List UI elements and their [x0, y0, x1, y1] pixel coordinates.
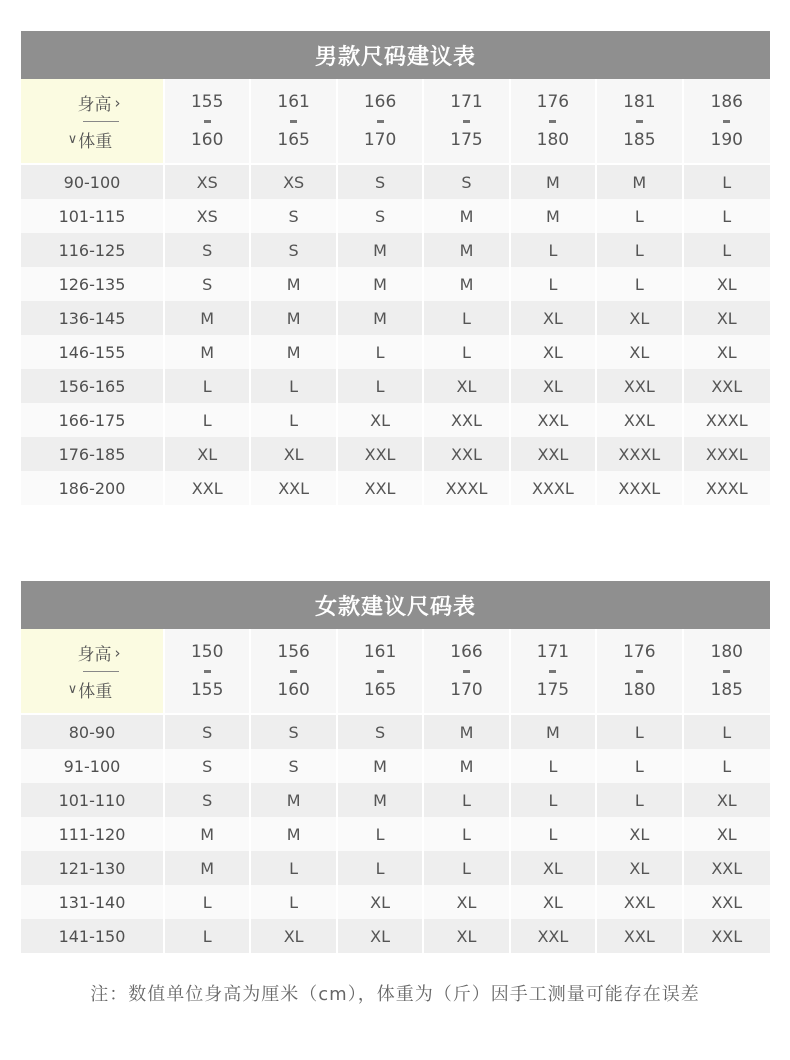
weight-range-cell: 131-140: [21, 885, 165, 919]
size-cell: XL: [597, 851, 683, 885]
table-row: [21, 749, 770, 783]
size-cell: L: [684, 715, 770, 749]
size-cell: XXL: [165, 471, 251, 505]
size-cell: XXL: [511, 919, 597, 953]
weight-range-cell: 156-165: [21, 369, 165, 403]
height-max: 170: [450, 679, 483, 700]
size-cell: S: [338, 165, 424, 199]
table-row: [21, 165, 770, 199]
size-cell: L: [338, 369, 424, 403]
size-cell: M: [338, 267, 424, 301]
height-min: 186: [710, 91, 743, 112]
size-cell: XL: [424, 369, 510, 403]
size-cell: M: [424, 267, 510, 301]
size-cell: L: [511, 267, 597, 301]
weight-range-cell: 121-130: [21, 851, 165, 885]
weight-range-cell: 166-175: [21, 403, 165, 437]
table-row: [21, 437, 770, 471]
size-cell: S: [165, 783, 251, 817]
size-cell: M: [338, 749, 424, 783]
women-size-table: [21, 629, 770, 953]
height-min: 161: [363, 641, 397, 662]
height-range-header: [424, 79, 510, 165]
weight-range-cell: 101-110: [21, 783, 165, 817]
size-cell: XL: [338, 403, 424, 437]
height-max: 180: [623, 679, 656, 700]
range-dash: [636, 120, 643, 123]
size-cell: L: [165, 919, 251, 953]
size-cell: L: [511, 749, 597, 783]
size-cell: M: [424, 199, 510, 233]
size-cell: L: [251, 885, 337, 919]
range-dash: [463, 670, 470, 673]
size-cell: XXL: [684, 919, 770, 953]
size-cell: S: [251, 715, 337, 749]
weight-axis-label: 体重: [78, 132, 113, 152]
height-min: 171: [450, 91, 483, 112]
weight-axis-label: 体重: [78, 682, 113, 702]
table-row: [21, 267, 770, 301]
range-dash: [723, 670, 730, 673]
size-cell: XXL: [424, 403, 510, 437]
size-cell: L: [684, 199, 770, 233]
size-cell: XL: [338, 919, 424, 953]
height-max: 165: [363, 679, 397, 700]
height-range-header: [597, 629, 683, 715]
size-cell: XXXL: [597, 437, 683, 471]
men-chart-title: 男款尺码建议表: [21, 31, 770, 79]
size-cell: L: [251, 403, 337, 437]
table-row: [21, 199, 770, 233]
height-range-header: [165, 79, 251, 165]
height-min: 181: [623, 91, 656, 112]
size-cell: L: [511, 233, 597, 267]
height-range-header: [338, 629, 424, 715]
header-row: [21, 629, 770, 715]
size-cell: XL: [597, 335, 683, 369]
range-dash: [723, 120, 730, 123]
height-max: 160: [190, 129, 224, 150]
size-cell: XXL: [684, 369, 770, 403]
size-cell: L: [338, 335, 424, 369]
height-min: 171: [536, 641, 570, 662]
size-cell: XS: [165, 199, 251, 233]
height-max: 175: [450, 129, 483, 150]
size-cell: M: [251, 817, 337, 851]
size-cell: L: [511, 783, 597, 817]
size-cell: XL: [424, 885, 510, 919]
size-cell: S: [165, 233, 251, 267]
range-dash: [290, 670, 297, 673]
height-range-header: [597, 79, 683, 165]
size-cell: L: [424, 783, 510, 817]
table-row: [21, 301, 770, 335]
size-cell: L: [684, 233, 770, 267]
size-cell: XXL: [597, 369, 683, 403]
size-cell: XXL: [251, 471, 337, 505]
height-min: 176: [623, 641, 656, 662]
size-cell: S: [338, 715, 424, 749]
size-cell: L: [684, 165, 770, 199]
size-cell: S: [165, 715, 251, 749]
size-cell: L: [597, 715, 683, 749]
size-cell: XS: [251, 165, 337, 199]
height-axis-label: 身高: [77, 95, 112, 115]
range-dash: [204, 120, 211, 123]
corner-cell: [21, 79, 165, 165]
size-cell: L: [597, 783, 683, 817]
size-cell: M: [165, 335, 251, 369]
size-cell: M: [424, 233, 510, 267]
size-cell: L: [424, 301, 510, 335]
table-row: [21, 919, 770, 953]
table-row: [21, 783, 770, 817]
size-cell: S: [251, 749, 337, 783]
table-row: [21, 369, 770, 403]
size-cell: XL: [684, 301, 770, 335]
height-range-header: [424, 629, 510, 715]
height-max: 175: [536, 679, 570, 700]
size-cell: M: [597, 165, 683, 199]
size-cell: M: [338, 301, 424, 335]
size-cell: XL: [511, 335, 597, 369]
header-row: [21, 79, 770, 165]
height-min: 161: [277, 91, 310, 112]
size-cell: M: [165, 851, 251, 885]
women-chart-title: 女款建议尺码表: [21, 581, 770, 629]
size-cell: XL: [511, 301, 597, 335]
size-cell: M: [251, 267, 337, 301]
height-max: 170: [363, 129, 397, 150]
men-size-chart: [21, 31, 770, 505]
men-size-table: [21, 79, 770, 505]
height-range-header: [251, 629, 337, 715]
size-cell: M: [251, 783, 337, 817]
range-dash: [463, 120, 470, 123]
size-cell: L: [165, 403, 251, 437]
size-cell: XL: [684, 783, 770, 817]
size-cell: XL: [511, 369, 597, 403]
height-max: 165: [277, 129, 310, 150]
size-cell: L: [597, 267, 683, 301]
size-cell: M: [424, 715, 510, 749]
size-cell: S: [424, 165, 510, 199]
table-row: [21, 471, 770, 505]
height-range-header: [511, 629, 597, 715]
size-cell: L: [597, 199, 683, 233]
height-min: 176: [536, 91, 570, 112]
table-row: [21, 885, 770, 919]
size-cell: XS: [165, 165, 251, 199]
chevron-down-icon: ∨: [67, 682, 78, 697]
size-cell: M: [424, 749, 510, 783]
size-cell: XXXL: [511, 471, 597, 505]
weight-range-cell: 186-200: [21, 471, 165, 505]
chevron-down-icon: ∨: [67, 132, 78, 147]
size-cell: XL: [338, 885, 424, 919]
height-max: 185: [710, 679, 743, 700]
size-cell: XXL: [511, 437, 597, 471]
table-row: [21, 335, 770, 369]
weight-range-cell: 116-125: [21, 233, 165, 267]
size-cell: XL: [424, 919, 510, 953]
height-max: 185: [623, 129, 656, 150]
size-cell: S: [251, 199, 337, 233]
size-cell: XXL: [684, 885, 770, 919]
size-cell: L: [251, 851, 337, 885]
size-cell: M: [165, 817, 251, 851]
table-row: [21, 403, 770, 437]
size-cell: S: [165, 267, 251, 301]
size-cell: L: [424, 335, 510, 369]
weight-range-cell: 126-135: [21, 267, 165, 301]
height-max: 190: [710, 129, 743, 150]
range-dash: [377, 120, 384, 123]
size-cell: L: [165, 885, 251, 919]
range-dash: [290, 120, 297, 123]
size-cell: L: [338, 851, 424, 885]
size-cell: XL: [165, 437, 251, 471]
height-axis-label: 身高: [77, 645, 112, 665]
size-cell: XL: [597, 301, 683, 335]
table-row: [21, 817, 770, 851]
size-cell: M: [338, 233, 424, 267]
size-cell: XXXL: [684, 403, 770, 437]
size-cell: XXL: [338, 471, 424, 505]
table-row: [21, 233, 770, 267]
size-cell: XL: [684, 335, 770, 369]
size-cell: XL: [511, 885, 597, 919]
size-cell: L: [424, 817, 510, 851]
height-min: 166: [450, 641, 483, 662]
size-cell: XL: [251, 919, 337, 953]
weight-range-cell: 176-185: [21, 437, 165, 471]
table-row: [21, 715, 770, 749]
chevron-right-icon: ›: [114, 643, 121, 662]
height-range-header: [684, 629, 770, 715]
size-cell: L: [165, 369, 251, 403]
weight-range-cell: 80-90: [21, 715, 165, 749]
size-cell: XXL: [597, 919, 683, 953]
height-min: 166: [363, 91, 397, 112]
corner-cell: [21, 629, 165, 715]
size-cell: M: [165, 301, 251, 335]
height-range-header: [684, 79, 770, 165]
range-dash: [636, 670, 643, 673]
size-cell: XXXL: [684, 471, 770, 505]
range-dash: [377, 670, 384, 673]
size-cell: XXL: [597, 885, 683, 919]
height-max: 180: [536, 129, 570, 150]
size-cell: XL: [684, 817, 770, 851]
measurement-note: 注：数值单位身高为厘米（cm），体重为（斤）因手工测量可能存在误差: [90, 984, 700, 1005]
size-cell: M: [251, 335, 337, 369]
weight-range-cell: 146-155: [21, 335, 165, 369]
height-min: 180: [710, 641, 743, 662]
size-cell: L: [424, 851, 510, 885]
height-max: 160: [277, 679, 310, 700]
size-cell: XL: [511, 851, 597, 885]
height-range-header: [251, 79, 337, 165]
height-range-header: [511, 79, 597, 165]
height-min: 156: [277, 641, 310, 662]
weight-range-cell: 136-145: [21, 301, 165, 335]
size-cell: S: [251, 233, 337, 267]
size-cell: XXL: [338, 437, 424, 471]
weight-range-cell: 90-100: [21, 165, 165, 199]
size-cell: XL: [597, 817, 683, 851]
size-cell: S: [165, 749, 251, 783]
table-row: [21, 851, 770, 885]
size-cell: M: [338, 783, 424, 817]
size-cell: L: [597, 749, 683, 783]
size-cell: L: [597, 233, 683, 267]
size-cell: XXL: [511, 403, 597, 437]
size-cell: XXL: [597, 403, 683, 437]
range-dash: [549, 120, 556, 123]
size-cell: XXXL: [684, 437, 770, 471]
size-cell: M: [511, 165, 597, 199]
size-cell: L: [684, 749, 770, 783]
size-cell: M: [251, 301, 337, 335]
size-cell: XL: [251, 437, 337, 471]
range-dash: [549, 670, 556, 673]
size-cell: L: [338, 817, 424, 851]
height-min: 155: [190, 91, 224, 112]
range-dash: [204, 670, 211, 673]
size-cell: XXXL: [597, 471, 683, 505]
size-cell: L: [251, 369, 337, 403]
size-cell: L: [511, 817, 597, 851]
size-cell: XXL: [684, 851, 770, 885]
size-cell: XL: [684, 267, 770, 301]
size-cell: XXL: [424, 437, 510, 471]
weight-range-cell: 101-115: [21, 199, 165, 233]
size-cell: M: [511, 199, 597, 233]
chevron-right-icon: ›: [114, 93, 121, 112]
size-cell: M: [511, 715, 597, 749]
weight-range-cell: 111-120: [21, 817, 165, 851]
size-cell: XXXL: [424, 471, 510, 505]
size-cell: S: [338, 199, 424, 233]
weight-range-cell: 141-150: [21, 919, 165, 953]
corner-divider: [83, 121, 119, 122]
women-size-chart: [21, 581, 770, 953]
height-range-header: [165, 629, 251, 715]
height-min: 150: [190, 641, 224, 662]
height-max: 155: [190, 679, 224, 700]
corner-divider: [83, 671, 119, 672]
height-range-header: [338, 79, 424, 165]
weight-range-cell: 91-100: [21, 749, 165, 783]
